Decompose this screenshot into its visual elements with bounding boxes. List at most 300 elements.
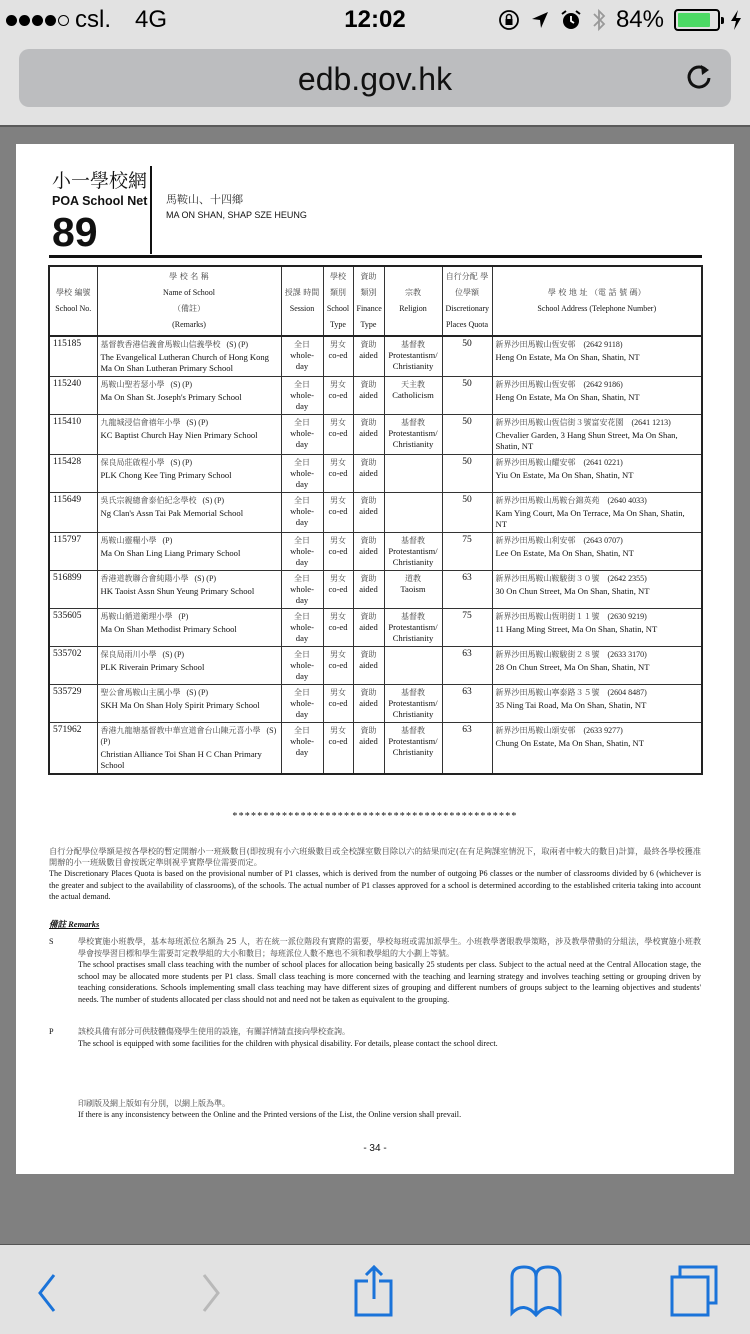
column-header-cn: 授課 時間 xyxy=(284,288,320,297)
school-address-cn xyxy=(496,611,699,622)
school-address-cn-text: 新界沙田馬鞍山鞍駿街２８號 xyxy=(495,650,600,659)
status-icons xyxy=(498,6,742,34)
religion-cn: 基督教 xyxy=(401,726,425,735)
table-row xyxy=(49,609,702,647)
finance-type-cn: 資助 xyxy=(360,458,377,467)
alarm-icon xyxy=(560,9,582,31)
column-header-cn: 學校 編號 xyxy=(55,288,91,297)
religion-en: Protestantism/ Christianity xyxy=(388,350,438,371)
school-telephone: (2641 0221) xyxy=(583,458,623,467)
school-name-cn xyxy=(101,457,278,468)
discretionary-quota: 50 xyxy=(442,415,492,455)
session xyxy=(281,723,323,775)
column-header-cn: 自行分配 學位學額 xyxy=(445,272,489,297)
quota-note-en: The Discretionary Places Quota is based on the provisional number of P1 classes, which is derived from the number of outgoing P6 classes or the number of classrooms divided by 6 (whichever is the greater and subject to the availability of classrooms), of the schools. The actual number of P1 classes approved for a school is determined according to the established criteria taking into account the actual demand. xyxy=(49,869,701,901)
school-address-cn-text: 新界沙田馬鞍山利安邨 xyxy=(495,536,576,545)
finance-type-cn: 資助 xyxy=(360,574,377,583)
finance-type xyxy=(353,685,384,723)
remark-s xyxy=(49,936,701,1005)
network-type: 4G xyxy=(135,6,168,33)
school-name-en: Ma On Shan St. Joseph's Primary School xyxy=(100,392,242,402)
school-no: 115649 xyxy=(49,493,97,533)
school-type xyxy=(323,455,353,493)
religion xyxy=(384,723,442,775)
table-row xyxy=(49,533,702,571)
school-type-cn: 男女 xyxy=(330,650,346,659)
finance-type-cn: 資助 xyxy=(360,688,377,697)
column-header-cn: 學 校 名 稱 xyxy=(169,272,209,281)
footnote-en: If there is any inconsistency between the Online and the Printed versions of the List, the Online version shall prevail. xyxy=(78,1110,462,1119)
religion xyxy=(384,493,442,533)
school-address-cn-text: 新界沙田馬鞍山耀安邨 xyxy=(495,458,576,467)
school-name-cn-text: 馬鞍山靈糧小學 xyxy=(100,536,157,545)
school-type xyxy=(323,533,353,571)
rotation-lock-icon xyxy=(498,9,520,31)
column-header-cn: 學 校 地 址 （電 話 號 碼） xyxy=(547,288,646,297)
school-address-cell xyxy=(492,455,702,493)
school-address-cn xyxy=(496,725,699,736)
finance-type-en: aided xyxy=(359,506,378,516)
session-cn: 全日 xyxy=(294,418,310,427)
column-header-cn: 資助 類別 xyxy=(360,272,377,297)
column-header-en: Religion xyxy=(399,304,427,313)
bluetooth-icon xyxy=(592,7,606,33)
finance-type xyxy=(353,723,384,775)
finance-type-cn: 資助 xyxy=(360,496,377,505)
finance-type-en: aided xyxy=(359,468,378,478)
reload-icon[interactable] xyxy=(683,61,715,93)
session xyxy=(281,336,323,377)
school-address-cn xyxy=(496,379,699,390)
school-address-cell xyxy=(492,377,702,415)
finance-type-en: aided xyxy=(359,390,378,400)
remark-en: The school practises small class teaching with the number of school places for allocation being basically 25 students per class. Subject to the actual need at the Central Allocation stage, the school may be allocated more students per P1 class. Small class teaching is more concerned with the teaching and learning strategy and involves teaching setting or grouping driven by teaching considerations. Schools implementing small class teaching may have different sizes of grouping and different numbers of groups subject to the learning objectives and students' needs. The number of students allocated per class should not and need not be taken as equivalent to the grouping. xyxy=(78,960,701,1004)
column-header-en: Discretionary Places Quota xyxy=(445,304,490,329)
session-en: whole-day xyxy=(290,390,314,411)
separator-stars: ********************************************** xyxy=(232,811,518,822)
school-no: 115240 xyxy=(49,377,97,415)
school-name-cn-text: 保良局雨川小學 xyxy=(100,650,157,659)
column-header-en: Session xyxy=(289,304,315,313)
finance-type-en: aided xyxy=(359,622,378,632)
school-type-en: co-ed xyxy=(328,584,348,594)
pdf-page xyxy=(16,144,734,1174)
school-address-cell xyxy=(492,685,702,723)
school-name-cn xyxy=(101,611,278,622)
column-header xyxy=(323,266,353,336)
column-header-cn: 學校 類別 xyxy=(330,272,346,297)
school-type xyxy=(323,415,353,455)
school-address-cell xyxy=(492,647,702,685)
school-type xyxy=(323,493,353,533)
school-no: 535605 xyxy=(49,609,97,647)
session-cn: 全日 xyxy=(294,496,310,505)
session-cn: 全日 xyxy=(294,612,310,621)
column-header xyxy=(442,266,492,336)
school-telephone: (2643 0707) xyxy=(583,536,623,545)
battery-percent: 84% xyxy=(615,6,664,33)
school-address-en: 11 Hang Ming Street, Ma On Shan, Shatin, NT xyxy=(495,624,658,634)
finance-type xyxy=(353,493,384,533)
school-name-cn-text: 九龍城浸信會禧年小學 xyxy=(100,418,181,427)
discretionary-quota: 63 xyxy=(442,685,492,723)
school-address-en: Lee On Estate, Ma On Shan, Shatin, NT xyxy=(495,548,634,558)
school-remarks-flags: (S) (P) xyxy=(170,458,193,467)
school-name-en: SKH Ma On Shan Holy Spirit Primary School xyxy=(100,700,260,710)
column-header-remarks-en: (Remarks) xyxy=(172,320,206,329)
school-type-cn: 男女 xyxy=(330,340,346,349)
clock: 12:02 xyxy=(344,6,406,33)
finance-type-cn: 資助 xyxy=(360,340,377,349)
bookmarks-book-icon[interactable] xyxy=(508,1263,564,1319)
school-telephone: (2630 9219) xyxy=(607,612,647,621)
school-remarks-flags: (P) xyxy=(178,612,189,621)
school-name-cell xyxy=(97,647,281,685)
school-remarks-flags: (S) (P) xyxy=(186,418,209,427)
school-address-cell xyxy=(492,415,702,455)
school-remarks-flags: (S) (P) xyxy=(162,650,185,659)
remark-p xyxy=(49,1026,701,1049)
finance-type-cn: 資助 xyxy=(360,536,377,545)
table-body xyxy=(49,336,702,774)
discretionary-quota: 75 xyxy=(442,533,492,571)
session xyxy=(281,609,323,647)
school-name-en: The Evangelical Lutheran Church of Hong Kong Ma On Shan Lutheran Primary School xyxy=(100,352,269,373)
session-en: whole-day xyxy=(290,660,314,681)
finance-type xyxy=(353,336,384,377)
school-table xyxy=(48,265,703,775)
school-name-cn xyxy=(101,687,278,698)
school-type xyxy=(323,571,353,609)
school-type-en: co-ed xyxy=(328,698,348,708)
session xyxy=(281,685,323,723)
session xyxy=(281,647,323,685)
school-type xyxy=(323,685,353,723)
school-name-cn xyxy=(101,339,278,350)
finance-type xyxy=(353,415,384,455)
battery-level xyxy=(678,13,710,27)
school-type-cn: 男女 xyxy=(330,726,346,735)
discretionary-quota: 50 xyxy=(442,336,492,377)
school-type-en: co-ed xyxy=(328,390,348,400)
school-address-en: Chung On Estate, Ma On Shan, Shatin, NT xyxy=(495,738,644,748)
school-type-cn: 男女 xyxy=(330,574,346,583)
school-telephone: (2640 4033) xyxy=(607,496,647,505)
finance-type-cn: 資助 xyxy=(360,612,377,621)
column-header xyxy=(97,266,281,336)
discretionary-quota: 63 xyxy=(442,723,492,775)
finance-type xyxy=(353,455,384,493)
page-number: - 34 - xyxy=(363,1143,387,1154)
school-name-cn-text: 保良局莊啟程小學 xyxy=(100,458,165,467)
net-number: 89 xyxy=(52,209,98,255)
school-name-cell xyxy=(97,571,281,609)
finance-type-cn: 資助 xyxy=(360,650,377,659)
religion-en: Protestantism/ Christianity xyxy=(388,546,438,567)
religion xyxy=(384,685,442,723)
school-name-cn xyxy=(101,535,278,546)
school-name-cell xyxy=(97,336,281,377)
school-type xyxy=(323,336,353,377)
school-name-cn-text: 馬鞍山聖若瑟小學 xyxy=(100,380,165,389)
school-telephone: (2641 1213) xyxy=(631,418,671,427)
school-address-en: Heng On Estate, Ma On Shan, Shatin, NT xyxy=(495,352,640,362)
school-name-cell xyxy=(97,377,281,415)
session-en: whole-day xyxy=(290,468,314,489)
footnote-cn: 印刷版及網上版如有分別，以網上版為準。 xyxy=(78,1099,230,1108)
finance-type xyxy=(353,647,384,685)
school-no: 115428 xyxy=(49,455,97,493)
school-type-cn: 男女 xyxy=(330,418,346,427)
school-type-cn: 男女 xyxy=(330,536,346,545)
school-address-cell xyxy=(492,609,702,647)
net-title-en: POA School Net xyxy=(52,194,148,208)
school-no: 535702 xyxy=(49,647,97,685)
back-chevron-icon[interactable] xyxy=(22,1263,78,1319)
school-name-en: Ng Clan's Assn Tai Pak Memorial School xyxy=(100,508,244,518)
discretionary-quota: 63 xyxy=(442,571,492,609)
finance-type xyxy=(353,533,384,571)
finance-type-en: aided xyxy=(359,546,378,556)
table-row xyxy=(49,415,702,455)
session-en: whole-day xyxy=(290,584,314,605)
table-row xyxy=(49,493,702,533)
session-en: whole-day xyxy=(290,428,314,449)
school-address-cell xyxy=(492,493,702,533)
school-remarks-flags: (S) (P) xyxy=(202,496,225,505)
school-name-cell xyxy=(97,415,281,455)
school-address-en: Heng On Estate, Ma On Shan, Shatin, NT xyxy=(495,392,640,402)
session-en: whole-day xyxy=(290,736,314,757)
column-header xyxy=(281,266,323,336)
religion xyxy=(384,533,442,571)
column-header-cn: 宗教 xyxy=(405,288,421,297)
school-address-cell xyxy=(492,336,702,377)
religion xyxy=(384,336,442,377)
religion xyxy=(384,377,442,415)
religion-cn: 道教 xyxy=(405,574,421,583)
religion xyxy=(384,455,442,493)
school-address-cn xyxy=(496,495,699,506)
school-address-cn xyxy=(496,339,699,350)
school-no: 571962 xyxy=(49,723,97,775)
remark-cn: 該校具備有部分可供肢體傷殘學生使用的設施，有關詳情請直接向學校查詢。 xyxy=(78,1027,350,1036)
school-type-cn: 男女 xyxy=(330,458,346,467)
school-net-header xyxy=(52,166,152,254)
finance-type-en: aided xyxy=(359,698,378,708)
column-header xyxy=(492,266,702,336)
carrier-name: csl. xyxy=(75,6,111,33)
school-no: 115797 xyxy=(49,533,97,571)
school-remarks-flags: (S) (P) xyxy=(226,340,249,349)
session-en: whole-day xyxy=(290,350,314,371)
column-header-en: Name of School xyxy=(163,288,215,297)
school-address-cn xyxy=(496,649,699,660)
religion-cn: 天主教 xyxy=(401,380,425,389)
school-name-cn xyxy=(101,417,278,428)
school-name-cn xyxy=(101,379,278,390)
session-cn: 全日 xyxy=(294,574,310,583)
school-address-cn-text: 新界沙田馬鞍山恆安邨 xyxy=(495,340,576,349)
discretionary-quota: 50 xyxy=(442,493,492,533)
status-bar xyxy=(0,0,750,40)
school-no: 115185 xyxy=(49,336,97,377)
table-row xyxy=(49,647,702,685)
school-name-cell xyxy=(97,533,281,571)
column-header-en: School Type xyxy=(326,304,350,329)
school-name-cn-text: 馬鞍山循道衛理小學 xyxy=(100,612,173,621)
table-row xyxy=(49,455,702,493)
tabs-icon[interactable] xyxy=(668,1263,724,1319)
school-address-cn-text: 新界沙田馬鞍山鞍駿街３０號 xyxy=(495,574,600,583)
session-cn: 全日 xyxy=(294,340,310,349)
session xyxy=(281,533,323,571)
finance-type-en: aided xyxy=(359,736,378,746)
school-name-cell xyxy=(97,493,281,533)
religion-cn: 基督教 xyxy=(401,340,425,349)
finance-type xyxy=(353,377,384,415)
share-icon[interactable] xyxy=(346,1263,402,1319)
session xyxy=(281,493,323,533)
religion-cn: 基督教 xyxy=(401,612,425,621)
religion-en: Catholicism xyxy=(392,390,434,400)
school-remarks-flags: (S) (P) xyxy=(170,380,193,389)
school-name-en: Christian Alliance Toi Shan H C Chan Primary School xyxy=(100,749,262,770)
address-bar[interactable] xyxy=(19,49,731,107)
school-address-en: 28 On Chun Street, Ma On Shan, Shatin, NT xyxy=(495,662,650,672)
religion xyxy=(384,415,442,455)
session-en: whole-day xyxy=(290,698,314,719)
school-telephone: (2642 9186) xyxy=(583,380,623,389)
religion-en: Protestantism/ Christianity xyxy=(388,622,438,643)
column-header-remarks-cn: （備註） xyxy=(173,304,205,313)
session xyxy=(281,415,323,455)
school-telephone: (2642 9118) xyxy=(583,340,623,349)
school-no: 535729 xyxy=(49,685,97,723)
school-name-cn-text: 吳氏宗親總會泰伯紀念學校 xyxy=(100,496,197,505)
column-header xyxy=(353,266,384,336)
district-cn: 馬鞍山、十四鄉 xyxy=(166,193,243,206)
school-address-cn-text: 新界沙田馬鞍山恆安邨 xyxy=(495,380,576,389)
school-type-en: co-ed xyxy=(328,736,348,746)
school-type-en: co-ed xyxy=(328,622,348,632)
religion-en: Protestantism/ Christianity xyxy=(388,698,438,719)
session-en: whole-day xyxy=(290,546,314,567)
table-row xyxy=(49,685,702,723)
school-type-en: co-ed xyxy=(328,506,348,516)
header-divider xyxy=(150,166,152,254)
school-address-cn xyxy=(496,687,699,698)
school-address-en: 30 On Chun Street, Ma On Shan, Shatin, NT xyxy=(495,586,650,596)
school-type-en: co-ed xyxy=(328,546,348,556)
school-type-cn: 男女 xyxy=(330,612,346,621)
session-en: whole-day xyxy=(290,622,314,643)
finance-type-en: aided xyxy=(359,584,378,594)
remark-code: P xyxy=(49,1027,54,1036)
school-name-cn-text: 香港九龍塘基督教中華宣道會台山陳元喜小學 xyxy=(100,726,261,735)
finance-type-en: aided xyxy=(359,428,378,438)
district xyxy=(166,191,307,220)
battery-icon xyxy=(674,9,720,31)
quota-note-cn: 自行分配學位學額是按各學校的暫定開辦小一班級數目(即按現有小六班級數目或全校課室數目除以六的結果而定(在有足夠課室情況下，取兩者中較大的數目)計算，最終各學校獲准開辦的小一班級數目會按既定準則視乎實際學位需要而定。 xyxy=(49,846,701,868)
browser-toolbar xyxy=(0,1244,750,1334)
school-name-en: KC Baptist Church Hay Nien Primary School xyxy=(100,430,258,440)
session-cn: 全日 xyxy=(294,380,310,389)
school-name-cell xyxy=(97,723,281,775)
school-name-cn-text: 香港道教聯合會純陽小學 xyxy=(100,574,189,583)
religion-cn: 基督教 xyxy=(401,536,425,545)
finance-type-cn: 資助 xyxy=(360,418,377,427)
school-name-en: Ma On Shan Methodist Primary School xyxy=(100,624,237,634)
school-address-cell xyxy=(492,723,702,775)
school-type-en: co-ed xyxy=(328,660,348,670)
school-name-en: PLK Chong Kee Ting Primary School xyxy=(100,470,232,480)
footnote xyxy=(78,1098,461,1120)
school-type xyxy=(323,723,353,775)
column-header-en: Finance Type xyxy=(356,304,382,329)
school-name-cn xyxy=(101,573,278,584)
url-text[interactable]: edb.gov.hk xyxy=(297,61,453,97)
school-type-cn: 男女 xyxy=(330,380,346,389)
school-no: 115410 xyxy=(49,415,97,455)
school-address-en: Chevalier Garden, 3 Hang Shun Street, Ma On Shan, Shatin, NT xyxy=(495,430,678,451)
column-header xyxy=(49,266,97,336)
session-en: whole-day xyxy=(290,506,314,527)
session-cn: 全日 xyxy=(294,688,310,697)
remark-cn: 學校實施小班教學，基本每班派位名額為 25 人，若在統一派位階段有實際的需要，學校每班或需加派學生。小班教學著眼教學策略，涉及教學帶動的分組法，學校實施小班教學會按學習目標和學生需要訂定教學組的大小和數目；每班派位人數不應也不須和教學組的大小劃上等號。 xyxy=(78,937,701,958)
session-cn: 全日 xyxy=(294,650,310,659)
session xyxy=(281,571,323,609)
forward-chevron-icon[interactable] xyxy=(184,1263,240,1319)
religion xyxy=(384,609,442,647)
religion-en: Taoism xyxy=(400,584,426,594)
column-header-en: School Address (Telephone Number) xyxy=(537,304,657,313)
school-name-cell xyxy=(97,455,281,493)
school-address-cell xyxy=(492,571,702,609)
discretionary-quota: 75 xyxy=(442,609,492,647)
school-telephone: (2604 8487) xyxy=(607,688,647,697)
religion xyxy=(384,647,442,685)
school-address-cn xyxy=(496,535,699,546)
school-address-en: Kam Ying Court, Ma On Terrace, Ma On Shan, Shatin, NT xyxy=(495,508,685,529)
header-rule xyxy=(49,255,702,258)
school-type xyxy=(323,609,353,647)
finance-type-cn: 資助 xyxy=(360,726,377,735)
school-name-cell xyxy=(97,609,281,647)
school-name-cn xyxy=(101,649,278,660)
school-name-cell xyxy=(97,685,281,723)
discretionary-quota: 50 xyxy=(442,377,492,415)
district-en: MA ON SHAN, SHAP SZE HEUNG xyxy=(166,210,307,220)
school-name-en: Ma On Shan Ling Liang Primary School xyxy=(100,548,241,558)
session xyxy=(281,455,323,493)
school-address-cn-text: 新界沙田馬鞍山馬鞍台錦英苑 xyxy=(495,496,600,505)
column-header-en: School No. xyxy=(55,304,92,313)
table-header-row xyxy=(49,266,702,336)
school-name-en: HK Taoist Assn Shun Yeung Primary School xyxy=(100,586,255,596)
school-remarks-flags: (S) (P) xyxy=(100,726,277,746)
school-type-en: co-ed xyxy=(328,428,348,438)
school-telephone: (2633 9277) xyxy=(583,726,623,735)
school-address-en: 35 Ning Tai Road, Ma On Shan, Shatin, NT xyxy=(495,700,647,710)
school-address-cn-text: 新界沙田馬鞍山頌安邨 xyxy=(495,726,576,735)
school-remarks-flags: (P) xyxy=(162,536,173,545)
session-cn: 全日 xyxy=(294,458,310,467)
religion-en: Protestantism/ Christianity xyxy=(388,428,438,449)
discretionary-quota: 50 xyxy=(442,455,492,493)
religion-en: Protestantism/ Christianity xyxy=(388,736,438,757)
school-type xyxy=(323,647,353,685)
